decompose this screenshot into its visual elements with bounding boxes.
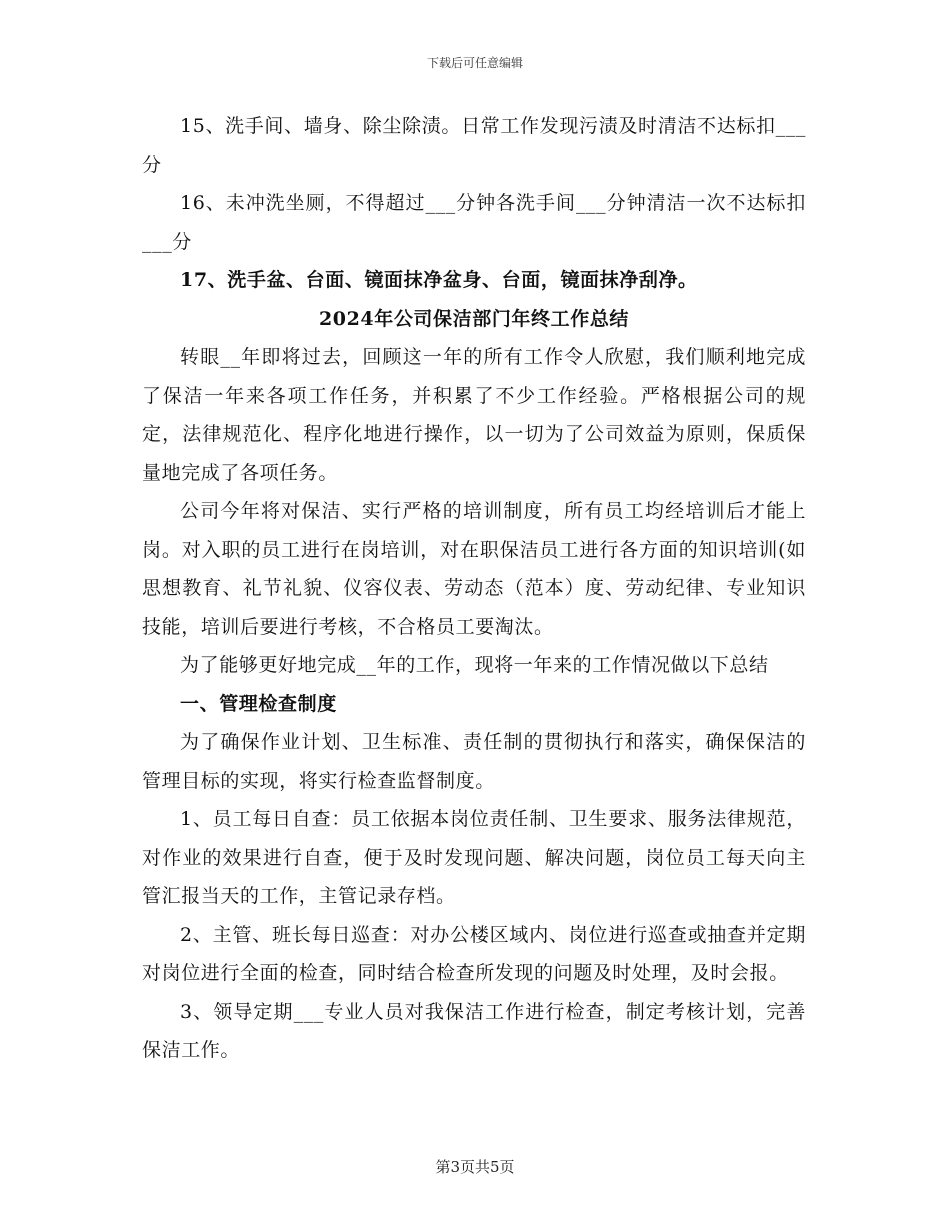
section-paragraph-4: 3、领导定期___专业人员对我保洁工作进行检查，制定考核计划，完善保洁工作。: [142, 1000, 806, 1061]
header-note: 下载后可任意编辑: [426, 56, 523, 70]
section-paragraph-2: 1、员工每日自查：员工依据本岗位责任制、卫生要求、服务法律规范，对作业的效果进行自查，便于及时发现问题、解决问题，岗位员工每天向主管汇报当天的工作，主管记录存档。: [142, 808, 806, 907]
document-title: 2024年公司保洁部门年终工作总结: [318, 307, 630, 330]
document-body: [142, 107, 806, 1070]
page-number: 第3页共5页: [435, 1158, 515, 1176]
section-heading: 一、管理检查制度: [180, 692, 337, 715]
section-paragraph-1: 为了确保作业计划、卫生标准、责任制的贯彻执行和落实，确保保洁的管理目标的实现，将实行检查监督制度。: [142, 731, 806, 792]
intro-paragraph-1: 转眼__年即将过去，回顾这一年的所有工作令人欣慰，我们顺利地完成了保洁一年来各项工作任务，并积累了不少工作经验。严格根据公司的规定，法律规范化、程序化地进行操作，以一切为了公司效益为原则，保质保量地完成了各项任务。: [142, 346, 806, 484]
section-paragraph-3: 2、主管、班长每日巡查：对办公楼区域内、岗位进行巡查或抽查并定期对岗位进行全面的检查，同时结合检查所发现的问题及时处理，及时会报。: [142, 923, 806, 984]
intro-paragraph-3: 为了能够更好地完成__年的工作，现将一年来的工作情况做以下总结: [180, 654, 769, 676]
rule-item-17: 17、洗手盆、台面、镜面抹净盆身、台面，镜面抹净刮净。: [180, 269, 698, 291]
rule-item-16: 16、未冲洗坐厕，不得超过___分钟各洗手间___分钟清洁一次不达标扣___分: [142, 192, 806, 253]
intro-paragraph-2: 公司今年将对保洁、实行严格的培训制度，所有员工均经培训后才能上岗。对入职的员工进行在岗培训，对在职保洁员工进行各方面的知识培训(如思想教育、礼节礼貌、仪容仪表、劳动态（范本）度、劳动纪律、专业知识技能，培训后要进行考核，不合格员工要淘汰。: [142, 500, 806, 638]
rule-item-15: 15、洗手间、墙身、除尘除渍。日常工作发现污渍及时清洁不达标扣___分: [142, 115, 806, 176]
